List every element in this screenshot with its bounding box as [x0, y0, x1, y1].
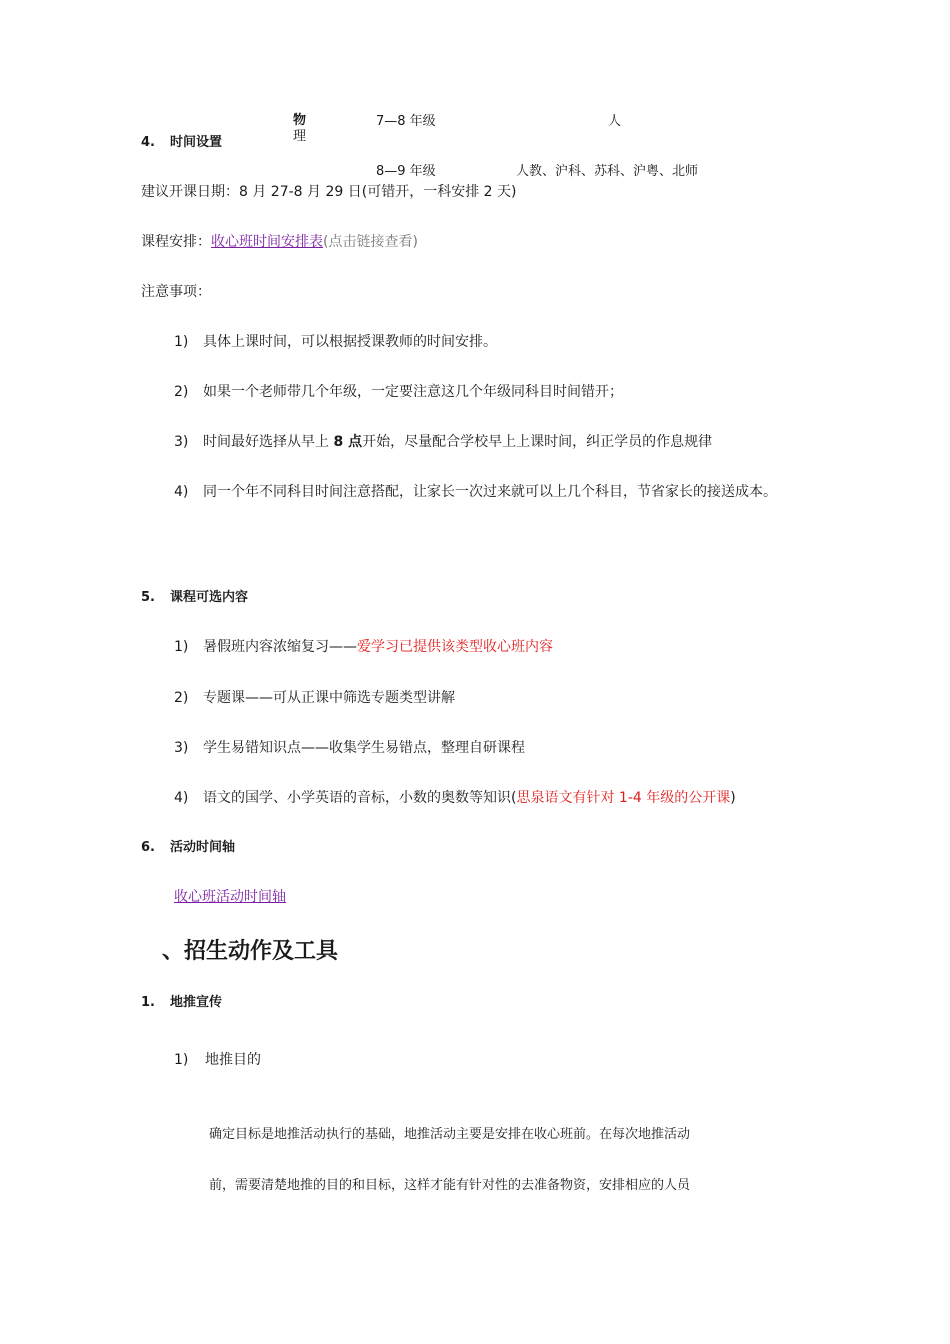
note-item-1-num: 1): [174, 334, 189, 350]
recruit-paragraph-line1: 确定目标是地推活动执行的基础，地推活动主要是安排在收心班前。在每次地推活动: [209, 1127, 691, 1142]
section6-number: 6.: [141, 840, 155, 855]
table-row2-grade: 8—9 年级: [376, 164, 436, 179]
option-item-4-highlight: 思泉语文有针对 1-4 年级的公开课: [516, 790, 731, 806]
recruit-paragraph-line2: 前，需要清楚地推的目的和目标，这样才能有针对性的去准备物资，安排相应的人员: [209, 1178, 691, 1193]
table-subject-line2: 理: [293, 129, 307, 144]
notes-label: 注意事项：: [141, 284, 211, 300]
option-item-2-num: 2): [174, 690, 189, 706]
section5-number: 5.: [141, 590, 155, 605]
option-item-1-num: 1): [174, 639, 189, 655]
section6-title: 活动时间轴: [170, 840, 236, 855]
schedule-link[interactable]: 收心班时间安排表: [211, 234, 323, 250]
table-row2-publishers: 人教、沪科、苏科、沪粤、北师: [516, 164, 699, 179]
recruit-title: 地推宣传: [170, 995, 223, 1010]
option-item-1-text: 暑假班内容浓缩复习——爱学习已提供该类型收心班内容: [203, 639, 553, 655]
start-date-text: 建议开课日期：8 月 27-8 月 29 日(可错开，一科安排 2 天): [141, 184, 517, 200]
recruit-number: 1.: [141, 995, 155, 1010]
table-subject-line1: 物: [293, 113, 307, 128]
table-row1-grade: 7—8 年级: [376, 114, 436, 129]
option-item-1-highlight: 爱学习已提供该类型收心班内容: [357, 639, 553, 655]
note-item-2-num: 2): [174, 384, 189, 400]
option-item-2-text: 专题课——可从正课中筛选专题类型讲解: [203, 690, 455, 706]
note-item-4-num: 4): [174, 484, 189, 500]
timeline-link[interactable]: 收心班活动时间轴: [174, 889, 286, 905]
schedule-line: [141, 233, 418, 251]
option-item-4-text: 语文的国学、小学英语的音标，小数的奥数等知识(思泉语文有针对 1-4 年级的公开课): [203, 790, 736, 806]
section4-number: 4.: [141, 135, 155, 150]
recruit-sub-num: 1): [174, 1052, 189, 1068]
recruit-sub-title: 地推目的: [205, 1052, 261, 1068]
note-item-3-bold: 8 点: [333, 434, 363, 450]
section5-title: 课程可选内容: [170, 590, 249, 605]
table-row1-publisher: 人: [608, 114, 622, 129]
option-item-3-text: 学生易错知识点——收集学生易错点，整理自研课程: [203, 740, 525, 756]
chapter-heading: 、招生动作及工具: [162, 939, 339, 964]
option-item-3-num: 3): [174, 740, 189, 756]
note-item-4-text: 同一个年不同科目时间注意搭配，让家长一次过来就可以上几个科目，节省家长的接送成本。: [203, 484, 777, 500]
section4-title: 时间设置: [170, 135, 223, 150]
schedule-hint: (点击链接查看): [323, 234, 418, 250]
note-item-2-text: 如果一个老师带几个年级，一定要注意这几个年级同科目时间错开；: [203, 384, 623, 400]
schedule-label: 课程安排：: [141, 234, 211, 250]
note-item-1-text: 具体上课时间，可以根据授课教师的时间安排。: [203, 334, 497, 350]
option-item-4-num: 4): [174, 790, 189, 806]
note-item-3-text: 时间最好选择从早上 8 点开始，尽量配合学校早上上课时间，纠正学员的作息规律: [203, 434, 713, 450]
note-item-3-num: 3): [174, 434, 189, 450]
